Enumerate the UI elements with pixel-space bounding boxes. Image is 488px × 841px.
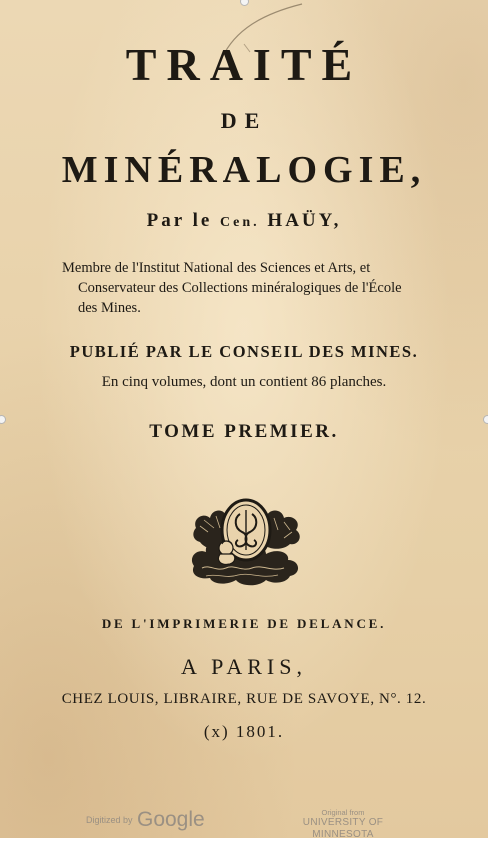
volumes-note: En cinq volumes, dont un contient 86 planches. [101, 374, 387, 390]
membership-line-3: des Mines. [78, 300, 141, 316]
title-line-de: DE [220, 108, 268, 133]
digitized-label: Digitized by [86, 815, 133, 825]
membership-line-2: Conservateur des Collections minéralogiques de l'École [78, 280, 402, 296]
byline-par-le: Par le [146, 210, 213, 231]
tome-label: TOME PREMIER. [149, 421, 339, 442]
original-source-watermark [278, 808, 408, 841]
byline-citizen: Cen. [220, 215, 260, 230]
publisher-note: PUBLIÉ PAR LE CONSEIL DES MINES. [69, 342, 419, 361]
publication-date: (x) 1801. [203, 722, 285, 741]
selection-handle-top-center[interactable] [240, 0, 249, 6]
original-source: UNIVERSITY OF MINNESOTA [302, 817, 384, 840]
printer-line: DE L'IMPRIMERIE DE DELANCE. [101, 616, 387, 631]
membership-line-1: Membre de l'Institut National des Sciences et Arts, et [62, 260, 371, 276]
selection-handle-right-middle[interactable] [483, 415, 488, 424]
digitizer-name: Google [136, 808, 205, 831]
vignette-emblem-icon [186, 488, 306, 592]
title-line-mineralogie: MINÉRALOGIE, [61, 149, 427, 191]
original-label: Original from [321, 808, 365, 817]
bookseller-address: CHEZ LOUIS, LIBRAIRE, RUE DE SAVOYE, N°. 12. [61, 691, 427, 707]
digitized-watermark [86, 808, 205, 832]
byline-author: HAÜY, [267, 210, 342, 231]
title-line-traite: TRAITÉ [125, 39, 363, 90]
author-byline [0, 210, 488, 232]
city-line: A PARIS, [180, 654, 307, 679]
author-membership [62, 258, 458, 318]
